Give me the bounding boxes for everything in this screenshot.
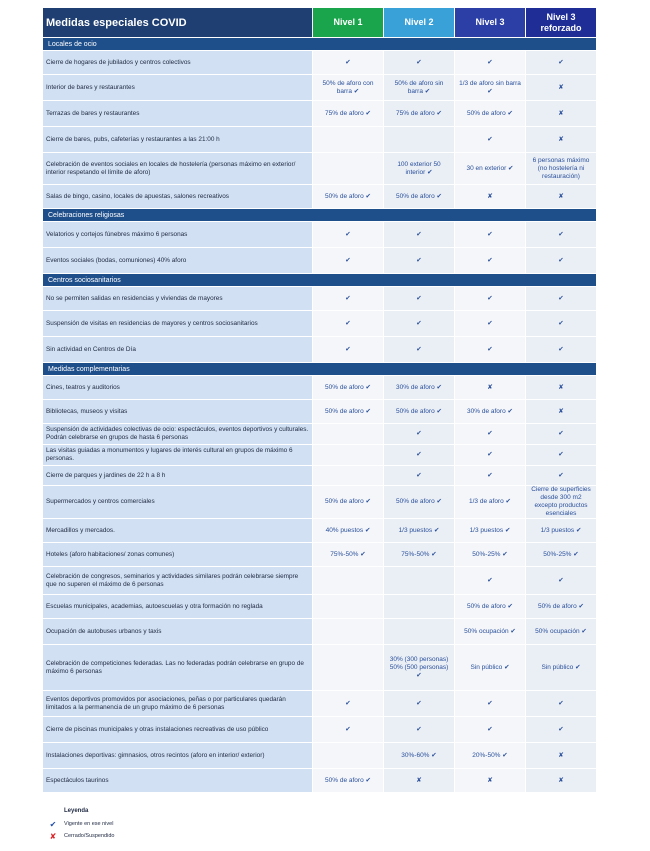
level-cell: ✔ bbox=[455, 51, 526, 75]
level-cell: ✘ bbox=[526, 743, 597, 769]
level-cell: 50% de aforo ✔ bbox=[313, 400, 384, 424]
level-cell: 30% (300 personas) 50% (500 personas) ✔ bbox=[384, 645, 455, 691]
legend-item-cerrado bbox=[46, 830, 166, 842]
level-header-nivel-1: Nivel 1 bbox=[313, 8, 384, 38]
measure-label: Cierre de hogares de jubilados y centros colectivos bbox=[43, 51, 313, 75]
measure-label: Velatorios y cortejos fúnebres máximo 6 personas bbox=[43, 222, 313, 248]
check-icon: ✔ bbox=[49, 819, 57, 829]
level-cell: 50% ocupación ✔ bbox=[526, 619, 597, 645]
level-cell: 75% de aforo ✔ bbox=[313, 101, 384, 127]
level-cell bbox=[313, 127, 384, 153]
table-row bbox=[43, 691, 597, 717]
level-cell: ✔ bbox=[313, 248, 384, 274]
section-title: Locales de ocio bbox=[43, 38, 597, 51]
level-cell: ✔ bbox=[526, 466, 597, 486]
level-cell: Sin público ✔ bbox=[526, 645, 597, 691]
table-row bbox=[43, 400, 597, 424]
level-cell: ✔ bbox=[455, 337, 526, 363]
measure-label: Bibliotecas, museos y visitas bbox=[43, 400, 313, 424]
measure-label: Supermercados y centros comerciales bbox=[43, 486, 313, 519]
level-cell: ✔ bbox=[455, 127, 526, 153]
level-cell: ✘ bbox=[384, 769, 455, 793]
level-cell: 50%-25% ✔ bbox=[455, 543, 526, 567]
level-cell: ✔ bbox=[526, 51, 597, 75]
level-cell: ✔ bbox=[526, 337, 597, 363]
level-cell bbox=[313, 424, 384, 445]
level-cell: ✔ bbox=[384, 445, 455, 466]
measure-label: No se permiten salidas en residencias y viviendas de mayores bbox=[43, 287, 313, 311]
legend-item-vigente bbox=[46, 818, 166, 830]
level-cell: ✘ bbox=[455, 185, 526, 209]
level-cell: ✔ bbox=[526, 222, 597, 248]
level-cell: 40% puestos ✔ bbox=[313, 519, 384, 543]
level-cell: 1/3 puestos ✔ bbox=[526, 519, 597, 543]
level-cell: Sin público ✔ bbox=[455, 645, 526, 691]
measure-label: Suspensión de visitas en residencias de mayores y centros sociosanitarios bbox=[43, 311, 313, 337]
measure-label: Eventos sociales (bodas, comuniones) 40% aforo bbox=[43, 248, 313, 274]
level-cell: ✔ bbox=[526, 248, 597, 274]
measure-label: Celebración de congresos, seminarios y actividades similares podrán celebrarse siempre que no superen el máximo de 6 personas bbox=[43, 567, 313, 595]
table-row bbox=[43, 486, 597, 519]
level-cell: ✔ bbox=[455, 717, 526, 743]
level-cell: ✔ bbox=[526, 311, 597, 337]
level-cell: 30% de aforo ✔ bbox=[384, 376, 455, 400]
measure-label: Celebración de eventos sociales en locales de hostelería (personas máximo en exterior/ interior respetando el límite de aforo) bbox=[43, 153, 313, 185]
level-cell: ✔ bbox=[313, 311, 384, 337]
level-cell: ✔ bbox=[384, 691, 455, 717]
table-row bbox=[43, 543, 597, 567]
cross-icon: ✘ bbox=[49, 831, 57, 841]
measure-label: Escuelas municipales, academias, autoescuelas y otra formación no reglada bbox=[43, 595, 313, 619]
level-cell: ✔ bbox=[526, 445, 597, 466]
level-cell bbox=[313, 445, 384, 466]
measure-label: Ocupación de autobuses urbanos y taxis bbox=[43, 619, 313, 645]
level-cell: ✔ bbox=[455, 222, 526, 248]
measure-label: Mercadillos y mercados. bbox=[43, 519, 313, 543]
level-cell: 50% de aforo sin barra ✔ bbox=[384, 75, 455, 101]
legend-item-label: Cerrado/Suspendido bbox=[64, 833, 115, 839]
table-body bbox=[43, 38, 597, 793]
measure-label: Cierre de parques y jardines de 22 h a 8 h bbox=[43, 466, 313, 486]
table-row bbox=[43, 311, 597, 337]
level-cell: ✘ bbox=[455, 769, 526, 793]
level-cell: 6 personas máximo (no hostelería ni restauración) bbox=[526, 153, 597, 185]
legend bbox=[46, 808, 166, 842]
measure-label: Eventos deportivos promovidos por asociaciones, peñas o por particulares quedarán limitados a la permanencia de un grupo máximo de 6 personas bbox=[43, 691, 313, 717]
measure-label: Sin actividad en Centros de Día bbox=[43, 337, 313, 363]
level-cell bbox=[313, 645, 384, 691]
table-row bbox=[43, 424, 597, 445]
level-cell: ✔ bbox=[313, 51, 384, 75]
measure-label: Cierre de piscinas municipales y otras instalaciones recreativas de uso público bbox=[43, 717, 313, 743]
level-cell: ✘ bbox=[526, 101, 597, 127]
level-cell: 30%-60% ✔ bbox=[384, 743, 455, 769]
level-cell: ✔ bbox=[526, 691, 597, 717]
section-row bbox=[43, 38, 597, 51]
level-cell: 50% de aforo ✔ bbox=[384, 400, 455, 424]
level-cell: 50% ocupación ✔ bbox=[455, 619, 526, 645]
level-cell: ✔ bbox=[384, 287, 455, 311]
table-title: Medidas especiales COVID bbox=[43, 8, 313, 38]
table-row bbox=[43, 466, 597, 486]
table-row bbox=[43, 743, 597, 769]
table-row bbox=[43, 519, 597, 543]
measure-label: Espectáculos taurinos bbox=[43, 769, 313, 793]
level-cell: ✘ bbox=[455, 376, 526, 400]
level-cell: 75%-50% ✔ bbox=[384, 543, 455, 567]
level-cell: ✔ bbox=[384, 424, 455, 445]
level-cell bbox=[313, 595, 384, 619]
level-cell: ✘ bbox=[526, 185, 597, 209]
level-cell: ✔ bbox=[313, 222, 384, 248]
level-cell bbox=[384, 595, 455, 619]
measure-label: Terrazas de bares y restaurantes bbox=[43, 101, 313, 127]
table-row bbox=[43, 222, 597, 248]
level-cell: Cierre de superficies desde 300 m2 excepto productos esenciales bbox=[526, 486, 597, 519]
level-cell: 50% de aforo ✔ bbox=[313, 486, 384, 519]
level-cell: ✔ bbox=[455, 424, 526, 445]
measure-label: Instalaciones deportivas: gimnasios, otros recintos (aforo en interior/ exterior) bbox=[43, 743, 313, 769]
level-header-nivel-3: Nivel 3 bbox=[455, 8, 526, 38]
level-cell: ✔ bbox=[455, 445, 526, 466]
table-row bbox=[43, 75, 597, 101]
level-cell: ✘ bbox=[526, 769, 597, 793]
level-cell: 75%-50% ✔ bbox=[313, 543, 384, 567]
level-cell: ✘ bbox=[526, 75, 597, 101]
level-cell: ✔ bbox=[526, 717, 597, 743]
level-cell bbox=[313, 466, 384, 486]
table-row bbox=[43, 101, 597, 127]
level-cell bbox=[384, 127, 455, 153]
table-row bbox=[43, 645, 597, 691]
table-row bbox=[43, 619, 597, 645]
table-row bbox=[43, 248, 597, 274]
section-title: Medidas complementarias bbox=[43, 363, 597, 376]
level-cell: ✔ bbox=[455, 567, 526, 595]
level-header-nivel-3-reforzado: Nivel 3 reforzado bbox=[526, 8, 597, 38]
level-cell: ✔ bbox=[384, 466, 455, 486]
level-cell: ✔ bbox=[384, 248, 455, 274]
measure-label: Interior de bares y restaurantes bbox=[43, 75, 313, 101]
level-cell: ✘ bbox=[526, 376, 597, 400]
measure-label: Las visitas guiadas a monumentos y lugares de interés cultural en grupos de máximo 6 personas. bbox=[43, 445, 313, 466]
level-cell: ✔ bbox=[313, 287, 384, 311]
level-cell: ✘ bbox=[526, 127, 597, 153]
measure-label: Suspensión de actividades colectivas de ocio: espectáculos, eventos deportivos y culturales. Podrán celebrarse en grupos de hasta 6 personas bbox=[43, 424, 313, 445]
level-cell: ✔ bbox=[313, 691, 384, 717]
level-cell: ✔ bbox=[526, 424, 597, 445]
level-cell bbox=[384, 567, 455, 595]
level-cell: 1/3 puestos ✔ bbox=[384, 519, 455, 543]
table-row bbox=[43, 127, 597, 153]
section-title: Centros sociosanitarios bbox=[43, 274, 597, 287]
measure-label: Hoteles (aforo habitaciones/ zonas comunes) bbox=[43, 543, 313, 567]
level-cell: ✔ bbox=[384, 337, 455, 363]
measure-label: Cierre de bares, pubs, cafeterías y restaurantes a las 21:00 h bbox=[43, 127, 313, 153]
level-cell: 50% de aforo con barra ✔ bbox=[313, 75, 384, 101]
level-cell: ✔ bbox=[455, 248, 526, 274]
table-row bbox=[43, 51, 597, 75]
level-cell: 50% de aforo ✔ bbox=[313, 769, 384, 793]
table-row bbox=[43, 337, 597, 363]
level-cell: 50% de aforo ✔ bbox=[455, 101, 526, 127]
level-cell: 1/3 de aforo ✔ bbox=[455, 486, 526, 519]
level-cell: 30 en exterior ✔ bbox=[455, 153, 526, 185]
level-cell bbox=[313, 619, 384, 645]
level-cell: 50% de aforo ✔ bbox=[384, 486, 455, 519]
level-cell bbox=[313, 567, 384, 595]
measure-label: Salas de bingo, casino, locales de apuestas, salones recreativos bbox=[43, 185, 313, 209]
table-row bbox=[43, 567, 597, 595]
table-row bbox=[43, 153, 597, 185]
legend-title: Leyenda bbox=[64, 808, 89, 814]
section-row bbox=[43, 209, 597, 222]
table-row bbox=[43, 185, 597, 209]
level-cell: ✔ bbox=[313, 337, 384, 363]
level-cell: ✔ bbox=[313, 717, 384, 743]
level-cell: ✘ bbox=[526, 400, 597, 424]
level-cell: 50% de aforo ✔ bbox=[526, 595, 597, 619]
level-cell: ✔ bbox=[455, 287, 526, 311]
level-cell bbox=[313, 743, 384, 769]
level-cell: 50% de aforo ✔ bbox=[384, 185, 455, 209]
level-cell: ✔ bbox=[455, 466, 526, 486]
level-cell: 50% de aforo ✔ bbox=[313, 185, 384, 209]
level-cell: 30% de aforo ✔ bbox=[455, 400, 526, 424]
level-cell: ✔ bbox=[384, 311, 455, 337]
level-cell: ✔ bbox=[384, 51, 455, 75]
level-cell: 100 exterior 50 interior ✔ bbox=[384, 153, 455, 185]
table-row bbox=[43, 445, 597, 466]
level-cell: 20%-50% ✔ bbox=[455, 743, 526, 769]
level-cell: 50% de aforo ✔ bbox=[313, 376, 384, 400]
level-cell bbox=[313, 153, 384, 185]
level-cell: ✔ bbox=[455, 311, 526, 337]
measure-label: Cines, teatros y auditorios bbox=[43, 376, 313, 400]
level-header-nivel-2: Nivel 2 bbox=[384, 8, 455, 38]
measure-label: Celebración de competiciones federadas. Las no federadas podrán celebrarse en grupo de máximo 6 personas bbox=[43, 645, 313, 691]
level-cell bbox=[384, 619, 455, 645]
table-row bbox=[43, 287, 597, 311]
section-row bbox=[43, 274, 597, 287]
level-cell: ✔ bbox=[384, 717, 455, 743]
level-cell: 50%-25% ✔ bbox=[526, 543, 597, 567]
table-row bbox=[43, 376, 597, 400]
level-cell: 50% de aforo ✔ bbox=[455, 595, 526, 619]
table-row bbox=[43, 769, 597, 793]
covid-measures-table bbox=[42, 7, 597, 793]
level-cell: ✔ bbox=[384, 222, 455, 248]
level-cell: 1/3 de aforo sin barra ✔ bbox=[455, 75, 526, 101]
level-cell: ✔ bbox=[526, 287, 597, 311]
legend-item-label: Vigente en ese nivel bbox=[64, 821, 114, 827]
level-cell: 1/3 puestos ✔ bbox=[455, 519, 526, 543]
table-row bbox=[43, 595, 597, 619]
header-row bbox=[43, 8, 597, 38]
level-cell: ✔ bbox=[526, 567, 597, 595]
level-cell: 75% de aforo ✔ bbox=[384, 101, 455, 127]
section-title: Celebraciones religiosas bbox=[43, 209, 597, 222]
level-cell: ✔ bbox=[455, 691, 526, 717]
table-row bbox=[43, 717, 597, 743]
section-row bbox=[43, 363, 597, 376]
